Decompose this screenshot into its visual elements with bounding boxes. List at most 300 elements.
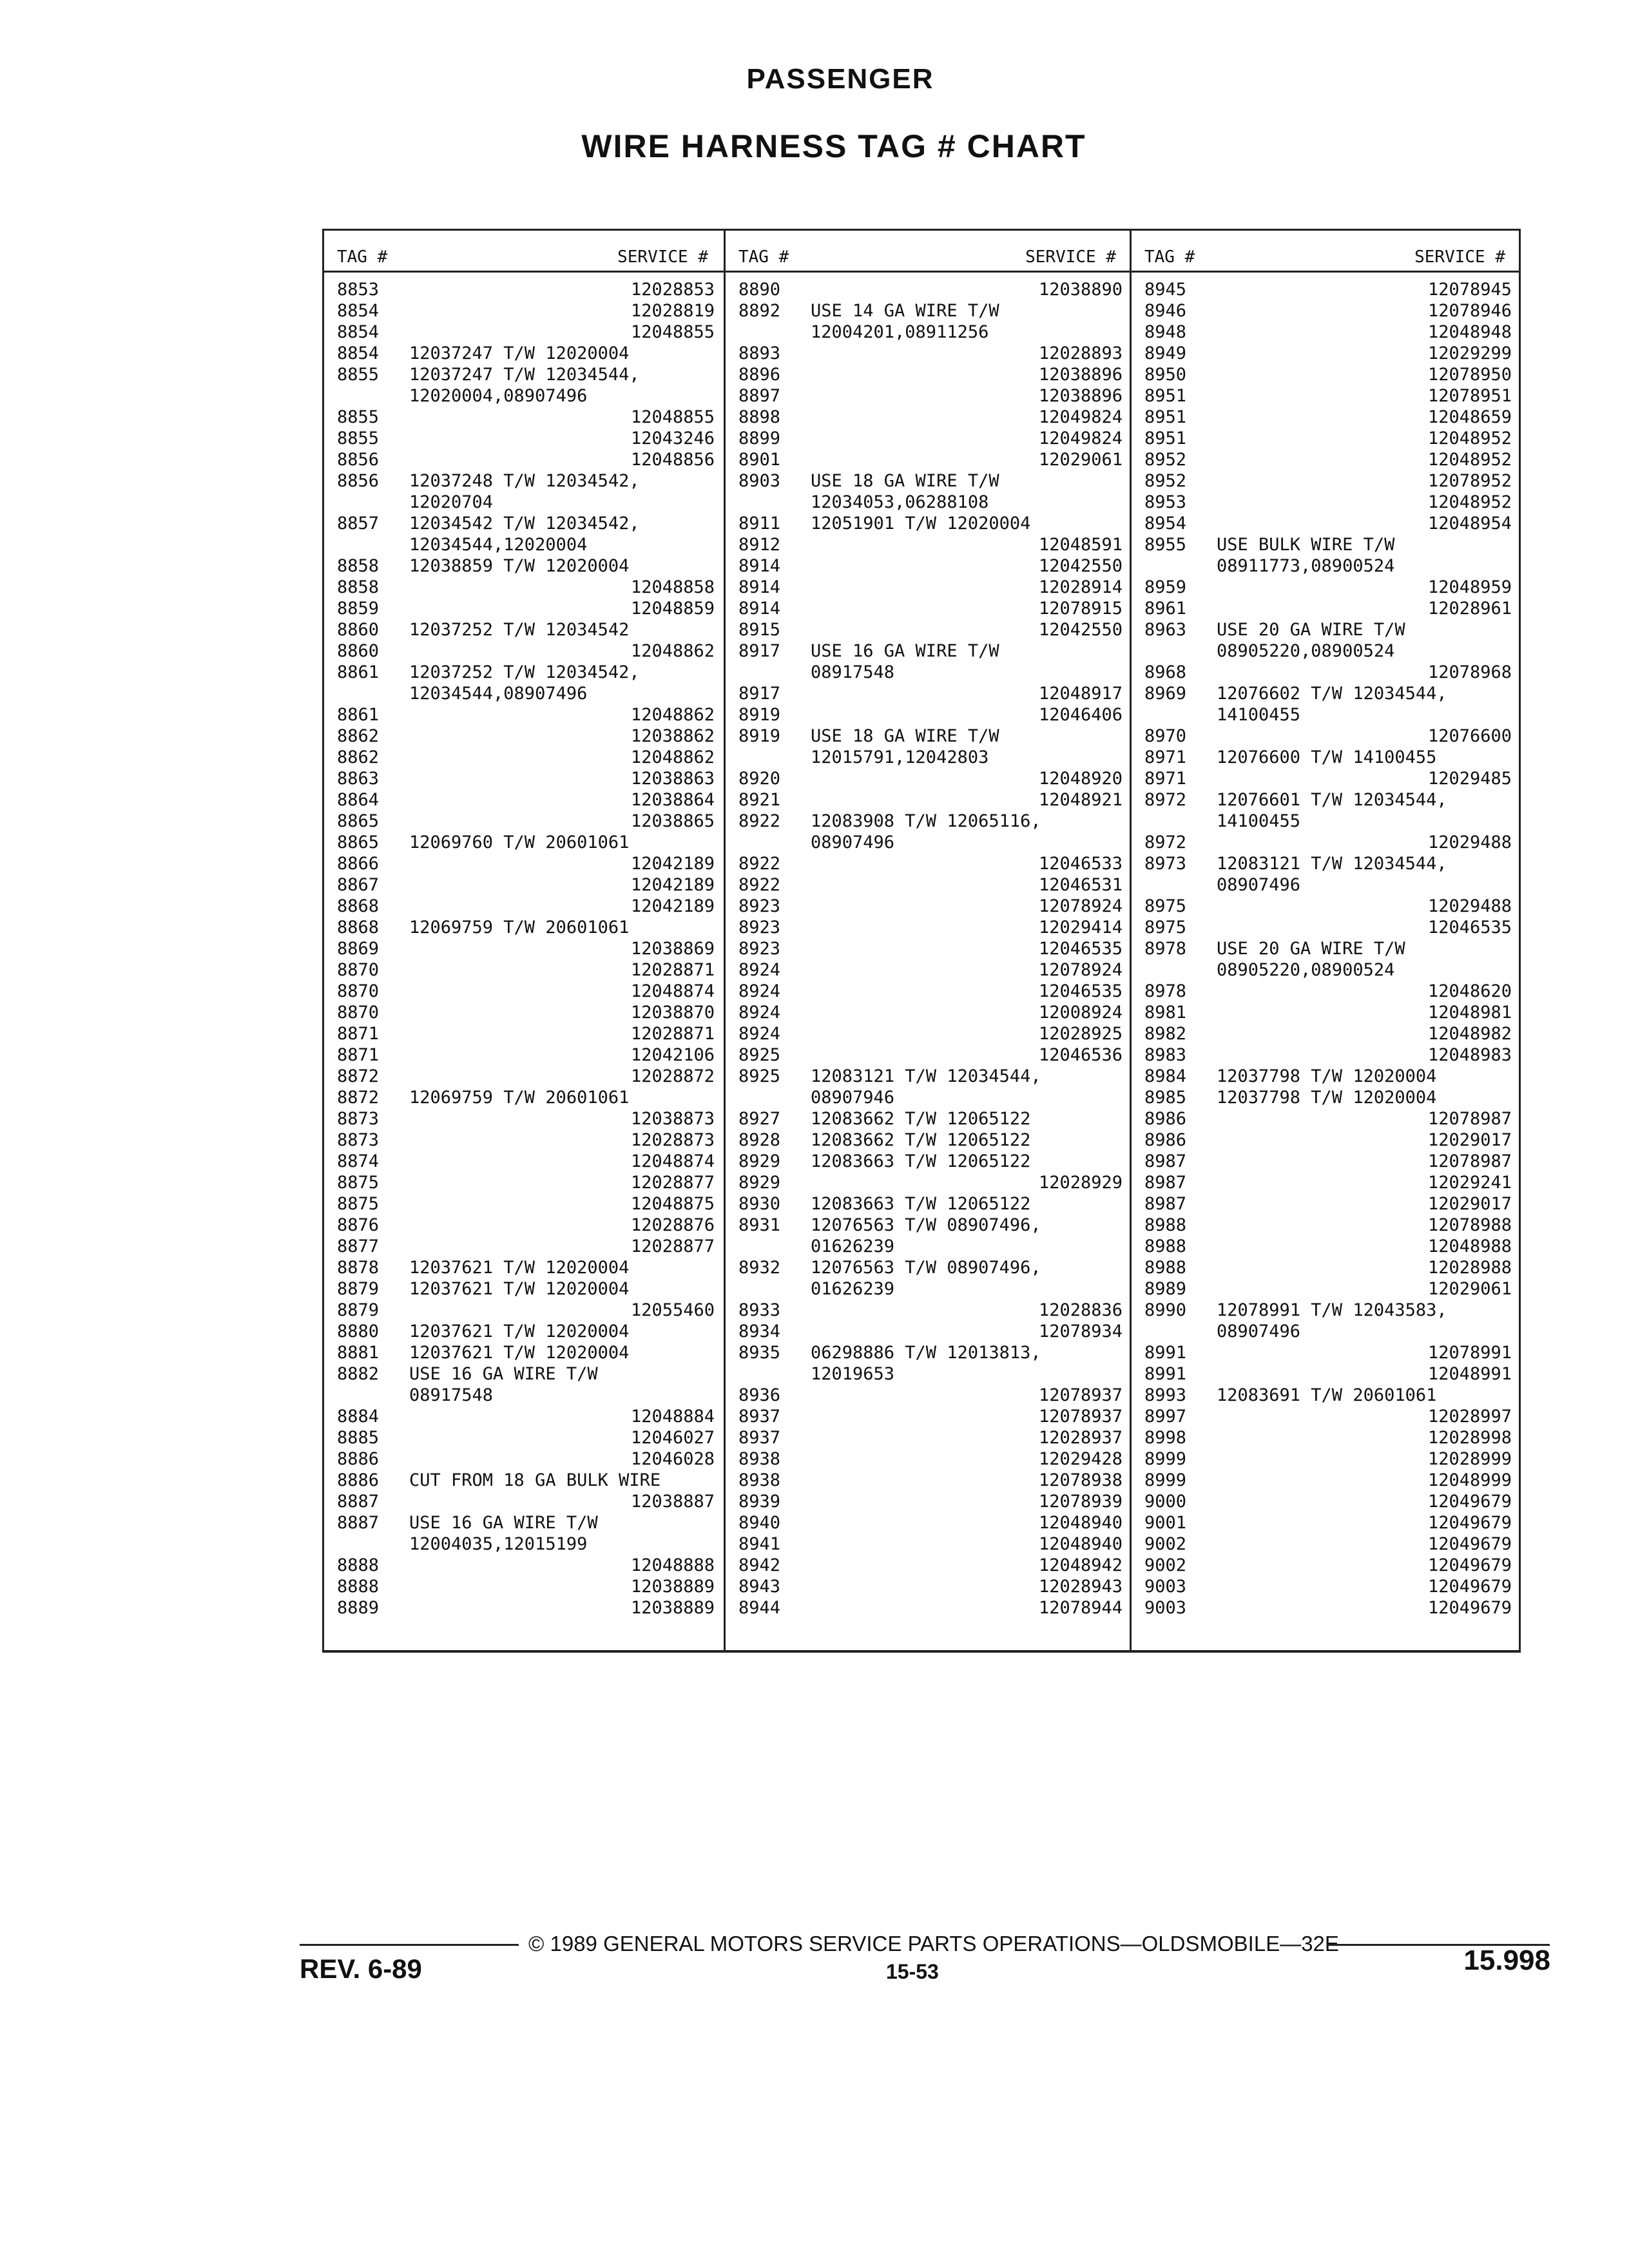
table-row [726,1108,1132,1129]
service-line: USE 20 GA WIRE T/W [1217,620,1405,640]
service-number [1217,449,1521,470]
service-number [409,1491,724,1512]
service-line: 12055460 [630,1300,715,1320]
service-line: 12028929 [1038,1173,1123,1193]
chart-column-1 [324,231,724,1650]
service-number [1217,279,1521,300]
service-number [1217,1512,1521,1533]
service-number [1217,364,1521,385]
service-number [409,704,724,726]
tag-number: 8951 [1144,386,1187,406]
service-number [811,896,1132,917]
service-number [409,1215,724,1236]
tag-number: 8949 [1144,343,1187,363]
table-row [1132,1087,1521,1108]
table-row [1132,279,1521,300]
table-row [1132,385,1521,407]
table-row [1132,1342,1521,1363]
table-row [1132,1363,1521,1385]
tag-number: 8940 [738,1513,781,1533]
service-number [811,1491,1132,1512]
service-line: 12038870 [630,1003,715,1023]
table-row [324,1023,724,1044]
service-number [409,1363,724,1406]
table-row [1132,1172,1521,1193]
column-rows [1132,273,1521,1619]
service-number [409,1193,724,1215]
service-line: 12028836 [1038,1300,1123,1320]
tag-number: 8921 [738,790,781,810]
service-line: 08917548 [811,662,895,682]
copyright-line: © 1989 GENERAL MOTORS SERVICE PARTS OPERATIONS—OLDSMOBILE—32E [528,1932,1339,1956]
service-number [409,279,724,300]
table-row [324,322,724,343]
service-line: 12038863 [630,769,715,789]
table-row [726,1427,1132,1448]
table-row [1132,1215,1521,1236]
service-line: 12042189 [630,854,715,874]
tag-number: 8858 [337,556,380,576]
service-number [409,428,724,449]
column-rows [324,273,724,1619]
page-title: PASSENGER [746,63,934,95]
table-row [324,1448,724,1470]
table-row [324,1193,724,1215]
service-line: 12048659 [1427,407,1512,427]
service-line: 12029299 [1427,343,1512,363]
table-row [726,1533,1132,1555]
table-row [726,385,1132,407]
service-line: 12037621 T/W 12020004 [409,1321,630,1341]
service-line: 12078950 [1427,365,1512,385]
table-row [324,1512,724,1555]
table-row [1132,832,1521,853]
table-row [726,449,1132,470]
tag-number: 8863 [337,769,380,789]
tag-number: 8903 [738,471,781,491]
tag-number: 8951 [1144,428,1187,448]
tag-number: 8864 [337,790,380,810]
table-row [1132,683,1521,726]
service-line: 12083663 T/W 12065122 [811,1151,1031,1171]
service-line: 12038859 T/W 12020004 [409,556,630,576]
service-number [409,470,724,513]
service-line: 12048859 [630,599,715,619]
table-row [324,555,724,577]
table-row [1132,1533,1521,1555]
service-line: 12049679 [1427,1577,1512,1597]
service-line: 12048942 [1038,1555,1123,1575]
service-number [811,1215,1132,1257]
table-row [1132,1512,1521,1533]
service-line: 12078934 [1038,1321,1123,1341]
tag-number: 8987 [1144,1151,1187,1171]
service-number [811,619,1132,640]
service-line: USE 16 GA WIRE T/W [409,1513,598,1533]
service-line: 12029485 [1427,769,1512,789]
service-line: 12048862 [630,705,715,725]
tag-number: 8991 [1144,1343,1187,1363]
service-line: 12020704 [409,492,494,512]
table-row [1132,1236,1521,1257]
service-line: 12037621 T/W 12020004 [409,1258,630,1278]
service-line: 12028877 [630,1173,715,1193]
service-number [811,874,1132,896]
table-row [726,1129,1132,1151]
tag-number: 8861 [337,705,380,725]
service-line: 12028893 [1038,343,1123,363]
table-row [324,1406,724,1427]
service-number [811,1597,1132,1619]
tag-number: 8899 [738,428,781,448]
service-number [1217,832,1521,853]
table-row [1132,1427,1521,1448]
service-line: 12029488 [1427,832,1512,852]
tag-number: 8932 [738,1258,781,1278]
service-number [1217,598,1521,619]
tag-number: 8917 [738,641,781,661]
table-row [324,853,724,874]
service-line: 12048856 [630,450,715,470]
table-row [726,1597,1132,1619]
service-number [1217,428,1521,449]
footer-rule [300,1944,519,1946]
table-row [726,279,1132,300]
service-line: 12076563 T/W 08907496, [811,1258,1041,1278]
table-row [726,619,1132,640]
service-number [409,513,724,555]
table-row [1132,1151,1521,1172]
service-line: 12004201,08911256 [811,322,989,342]
service-number [409,1108,724,1129]
service-line: 12078987 [1427,1151,1512,1171]
service-line: 12048855 [630,322,715,342]
tag-number: 8882 [337,1364,380,1384]
service-number [811,917,1132,938]
table-row [726,1321,1132,1342]
tag-number: 8953 [1144,492,1187,512]
tag-number: 8878 [337,1258,380,1278]
tag-number: 8871 [337,1024,380,1044]
service-line: 12029061 [1038,450,1123,470]
service-line: 12051901 T/W 12020004 [811,514,1031,533]
service-line: 12028819 [630,301,715,321]
service-number [1217,407,1521,428]
service-line: 12078938 [1038,1470,1123,1490]
tag-number: 8982 [1144,1024,1187,1044]
tag-number: 8985 [1144,1088,1187,1108]
tag-number: 8887 [337,1492,380,1512]
tag-chart-table [322,229,1521,1653]
service-line: 12028873 [630,1130,715,1150]
tag-number: 8887 [337,1513,380,1533]
tag-number: 8898 [738,407,781,427]
service-line: USE 18 GA WIRE T/W [811,471,999,491]
service-line: 12028998 [1427,1428,1512,1448]
tag-number: 8937 [738,1407,781,1427]
service-number [1217,1385,1521,1406]
service-line: 12037621 T/W 12020004 [409,1343,630,1363]
service-line: 12048862 [630,747,715,767]
tag-number: 8936 [738,1385,781,1405]
tag-number: 8859 [337,599,380,619]
tag-number: 8870 [337,981,380,1001]
service-number [1217,1406,1521,1427]
service-number [1217,1555,1521,1576]
service-line: 12048991 [1427,1364,1512,1384]
service-line: USE 14 GA WIRE T/W [811,301,999,321]
service-number [409,874,724,896]
tag-number: 8939 [738,1492,781,1512]
service-line: 12046406 [1038,705,1123,725]
table-row [726,1066,1132,1108]
tag-number: 8919 [738,705,781,725]
service-number [811,726,1132,768]
tag-number: 8923 [738,918,781,937]
service-number [811,789,1132,811]
tag-number: 8855 [337,407,380,427]
service-line: 12078937 [1038,1385,1123,1405]
service-number [811,1512,1132,1533]
service-number [811,1193,1132,1215]
service-line: 01626239 [811,1279,895,1299]
table-row [1132,1002,1521,1023]
service-number [1217,662,1521,683]
service-number [1217,1023,1521,1044]
tag-number: 8945 [1144,280,1187,300]
table-row [1132,1385,1521,1406]
table-row [1132,428,1521,449]
tag-number: 8885 [337,1428,380,1448]
table-row [726,896,1132,917]
tag-number: 8942 [738,1555,781,1575]
service-number [1217,853,1521,896]
service-number [409,811,724,832]
service-number [1217,1193,1521,1215]
table-row [324,300,724,322]
table-row [1132,896,1521,917]
service-number [811,768,1132,789]
tag-number: 8929 [738,1151,781,1171]
service-number [409,896,724,917]
table-row [726,683,1132,704]
table-row [726,1470,1132,1491]
table-row [726,981,1132,1002]
service-line: 12048999 [1427,1470,1512,1490]
service-number [811,364,1132,385]
tag-number: 8879 [337,1279,380,1299]
table-row [324,959,724,981]
service-line: 12048954 [1427,514,1512,533]
table-row [726,640,1132,683]
service-line: 12020004,08907496 [409,386,588,406]
tag-number: 8983 [1144,1045,1187,1065]
service-line: 12046535 [1038,939,1123,959]
tag-number: 8879 [337,1300,380,1320]
service-number [811,555,1132,577]
table-row [1132,598,1521,619]
tag-number: 9003 [1144,1577,1187,1597]
table-row [324,1491,724,1512]
table-row [324,1172,724,1193]
service-line: 12038887 [630,1492,715,1512]
service-line: 12037798 T/W 12020004 [1217,1088,1437,1108]
tag-number: 8971 [1144,769,1187,789]
tag-number: 8986 [1144,1109,1187,1129]
service-line: 12078946 [1427,301,1512,321]
table-row [324,896,724,917]
tag-number: 8938 [738,1470,781,1490]
service-line: 12037621 T/W 12020004 [409,1279,630,1299]
tag-number: 8875 [337,1173,380,1193]
table-row [324,1427,724,1448]
service-line: 12048858 [630,577,715,597]
tag-number: 8922 [738,854,781,874]
tag-number: 8915 [738,620,781,640]
service-line: 12049824 [1038,428,1123,448]
tag-number: 8924 [738,1003,781,1023]
service-line: 12038862 [630,726,715,746]
tag-number: 9002 [1144,1555,1187,1575]
column-header [726,231,1132,273]
tag-number: 8988 [1144,1215,1187,1235]
service-line: 12038896 [1038,386,1123,406]
table-row [1132,1257,1521,1278]
table-row [1132,364,1521,385]
tag-number: 8858 [337,577,380,597]
service-number [409,1576,724,1597]
tag-number: 8987 [1144,1173,1187,1193]
section-number: 15.998 [1463,1945,1550,1976]
tag-number: 8870 [337,960,380,980]
table-row [1132,343,1521,364]
table-row [726,1342,1132,1385]
service-line: 12078924 [1038,960,1123,980]
service-line: 12048921 [1038,790,1123,810]
tag-number: 8892 [738,301,781,321]
service-line: 12028871 [630,960,715,980]
service-header: SERVICE # [1025,247,1116,267]
service-number [811,1023,1132,1044]
table-row [324,470,724,513]
service-number [409,577,724,598]
table-row [1132,513,1521,534]
service-number [811,811,1132,853]
table-row [324,343,724,364]
service-line: 12004035,12015199 [409,1534,588,1554]
tag-number: 8934 [738,1321,781,1341]
service-line: 12048620 [1427,981,1512,1001]
tag-number: 8881 [337,1343,380,1363]
tag-number: 8981 [1144,1003,1187,1023]
service-number [811,470,1132,513]
table-row [324,640,724,662]
service-number [409,407,724,428]
service-line: 12078987 [1427,1109,1512,1129]
tag-number: 9002 [1144,1534,1187,1554]
tag-number: 8897 [738,386,781,406]
tag-number: 8912 [738,535,781,555]
service-number [1217,385,1521,407]
tag-number: 8968 [1144,662,1187,682]
service-number [1217,747,1521,768]
tag-number: 8876 [337,1215,380,1235]
table-row [1132,747,1521,768]
service-line: 12038896 [1038,365,1123,385]
table-row [726,1448,1132,1470]
service-number [1217,1470,1521,1491]
service-line: 12048917 [1038,684,1123,704]
table-row [1132,938,1521,981]
service-line: 12078939 [1038,1492,1123,1512]
service-line: 08907496 [811,832,895,852]
service-line: 12029017 [1427,1194,1512,1214]
tag-number: 9001 [1144,1513,1187,1533]
tag-number: 8991 [1144,1364,1187,1384]
service-number [1217,1491,1521,1512]
service-line: 12049679 [1427,1534,1512,1554]
tag-header: TAG # [738,247,789,267]
tag-number: 8938 [738,1449,781,1469]
service-line: 12078915 [1038,599,1123,619]
service-line: 12028872 [630,1066,715,1086]
service-number [409,598,724,619]
tag-number: 8855 [337,365,380,385]
service-line: 12048884 [630,1407,715,1427]
table-row [1132,470,1521,492]
tag-number: 8930 [738,1194,781,1214]
service-number [409,938,724,959]
service-line: 08905220,08900524 [1217,641,1395,661]
service-line: 12042550 [1038,620,1123,640]
service-number [811,1044,1132,1066]
table-row [1132,853,1521,896]
service-line: 12029061 [1427,1279,1512,1299]
tag-number: 8911 [738,514,781,533]
chart-title: WIRE HARNESS TAG # CHART [581,128,1086,164]
tag-number: 8862 [337,726,380,746]
service-number [409,343,724,364]
table-row [1132,726,1521,747]
service-line: 12038869 [630,939,715,959]
tag-number: 8873 [337,1130,380,1150]
service-line: 12048988 [1427,1236,1512,1256]
service-number [1217,981,1521,1002]
service-number [811,407,1132,428]
service-line: 12076602 T/W 12034544, [1217,684,1447,704]
table-row [324,279,724,300]
service-number [409,1087,724,1108]
service-line: 12028937 [1038,1428,1123,1448]
revision-label: REV. 6-89 [300,1954,422,1984]
tag-number: 8959 [1144,577,1187,597]
tag-number: 8993 [1144,1385,1187,1405]
table-row [726,1023,1132,1044]
table-row [324,1555,724,1576]
table-row [726,555,1132,577]
service-number [409,1448,724,1470]
tag-number: 8954 [1144,514,1187,533]
table-row [324,1151,724,1172]
service-number [409,1406,724,1427]
tag-number: 8970 [1144,726,1187,746]
service-number [811,1151,1132,1172]
service-line: 12078945 [1427,280,1512,300]
service-line: 12046535 [1427,918,1512,937]
tag-number: 8999 [1144,1449,1187,1469]
table-row [1132,577,1521,598]
table-row [324,1108,724,1129]
